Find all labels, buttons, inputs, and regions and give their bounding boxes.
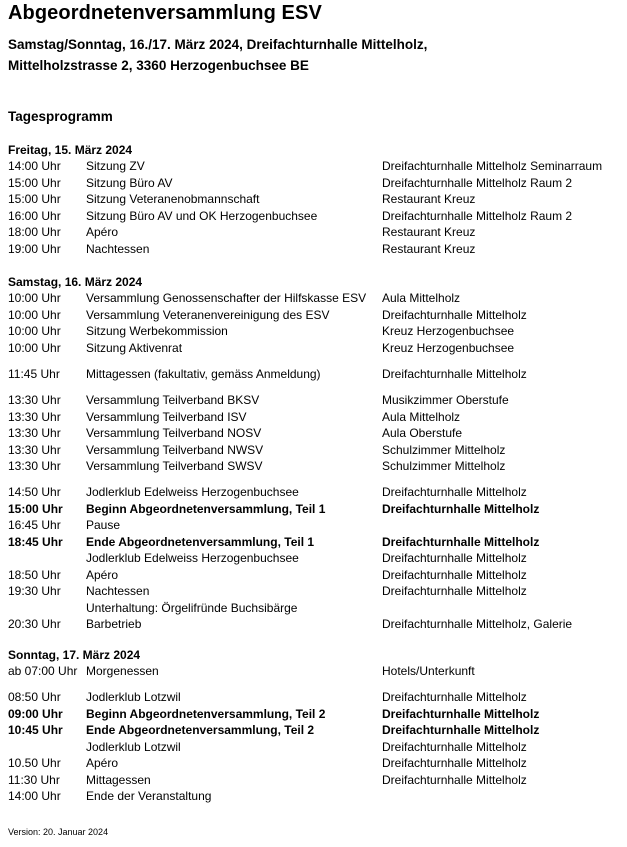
- schedule-row: [0, 442, 627, 458]
- row-place: Dreifachturnhalle Mittelholz: [382, 772, 527, 787]
- row-time: 08:50 Uhr: [8, 690, 61, 704]
- schedule-row: [0, 534, 627, 550]
- schedule-row: [0, 788, 627, 804]
- row-place: Dreifachturnhalle Mittelholz: [382, 706, 540, 721]
- row-event: Beginn Abgeordnetenversammlung, Teil 2: [86, 706, 326, 721]
- schedule-row: [0, 583, 627, 599]
- schedule-row: [0, 307, 627, 323]
- day-heading: Freitag, 15. März 2024: [8, 143, 133, 157]
- schedule-row: [0, 722, 627, 738]
- schedule-row: [0, 517, 627, 533]
- row-place: Musikzimmer Oberstufe: [382, 393, 509, 407]
- row-place: Dreifachturnhalle Mittelholz: [382, 723, 540, 737]
- schedule-row: [0, 409, 627, 425]
- row-time: 15:00 Uhr: [8, 192, 61, 206]
- row-event: Versammlung Genossenschafter der Hilfskasse ESV: [86, 291, 367, 305]
- row-event: Unterhaltung: Örgelifründe Buchsibärge: [86, 600, 298, 615]
- row-time: 13:30 Uhr: [8, 442, 61, 457]
- schedule-row: [0, 755, 627, 771]
- row-place: Restaurant Kreuz: [382, 225, 476, 239]
- row-event: Apéro: [86, 756, 119, 770]
- row-event: Sitzung Veteranenobmannschaft: [86, 192, 260, 206]
- schedule-row: [0, 366, 627, 382]
- day-heading: Samstag, 16. März 2024: [8, 275, 143, 289]
- row-event: Nachtessen: [86, 241, 150, 256]
- row-place: Aula Mittelholz: [382, 409, 461, 424]
- row-event: Mittagessen (fakultativ, gemäss Anmeldung): [86, 367, 321, 381]
- row-event: Jodlerklub Edelweiss Herzogenbuchsee: [86, 485, 299, 499]
- row-time: 16:45 Uhr: [8, 518, 61, 532]
- row-place: Aula Mittelholz: [382, 291, 461, 305]
- row-event: Pause: [86, 518, 121, 532]
- subtitle-line-1: Samstag/Sonntag, 16./17. März 2024, Dreifachturnhalle Mittelholz,: [8, 37, 428, 52]
- row-time: 16:00 Uhr: [8, 208, 61, 223]
- row-place: Dreifachturnhalle Mittelholz Seminarraum: [382, 159, 603, 173]
- row-time: 19:30 Uhr: [8, 584, 61, 598]
- row-event: Sitzung Büro AV und OK Herzogenbuchsee: [86, 208, 318, 223]
- row-time: 13:30 Uhr: [8, 393, 61, 407]
- row-place: Dreifachturnhalle Mittelholz: [382, 584, 527, 598]
- row-event: Sitzung Aktivenrat: [86, 340, 183, 355]
- row-time: 10:00 Uhr: [8, 324, 61, 338]
- row-event: Barbetrieb: [86, 617, 142, 631]
- row-place: Kreuz Herzogenbuchsee: [382, 340, 515, 355]
- schedule-row: [0, 663, 627, 679]
- row-place: Dreifachturnhalle Mittelholz Raum 2: [382, 175, 573, 190]
- row-place: Dreifachturnhalle Mittelholz: [382, 739, 527, 754]
- row-place: Dreifachturnhalle Mittelholz: [382, 485, 527, 499]
- row-event: Versammlung Teilverband ISV: [86, 409, 247, 424]
- row-event: Beginn Abgeordnetenversammlung, Teil 1: [86, 501, 326, 516]
- row-time: 14:00 Uhr: [8, 159, 61, 173]
- program-heading: Tagesprogramm: [8, 109, 113, 124]
- row-place: Restaurant Kreuz: [382, 192, 476, 206]
- schedule-row: [0, 323, 627, 339]
- schedule-row: [0, 458, 627, 474]
- row-time: 18:00 Uhr: [8, 225, 61, 239]
- row-time: 15:00 Uhr: [8, 501, 63, 516]
- schedule-row: [0, 600, 627, 616]
- row-place: Dreifachturnhalle Mittelholz: [382, 367, 527, 381]
- schedule-row: [0, 550, 627, 566]
- row-time: 18:45 Uhr: [8, 534, 63, 549]
- day-heading: Sonntag, 17. März 2024: [8, 648, 141, 662]
- row-place: Schulzimmer Mittelholz: [382, 442, 506, 457]
- row-event: Ende Abgeordnetenversammlung, Teil 2: [86, 723, 315, 737]
- row-time: 10:45 Uhr: [8, 723, 63, 737]
- row-time: 14:50 Uhr: [8, 485, 61, 499]
- row-time: 13:30 Uhr: [8, 426, 61, 440]
- row-place: Dreifachturnhalle Mittelholz: [382, 690, 527, 704]
- row-time: 09:00 Uhr: [8, 706, 63, 721]
- row-place: Kreuz Herzogenbuchsee: [382, 324, 515, 338]
- row-time: 11:30 Uhr: [8, 772, 60, 787]
- schedule-row: [0, 241, 627, 257]
- schedule-row: [0, 772, 627, 788]
- schedule-row: [0, 208, 627, 224]
- row-place: Dreifachturnhalle Mittelholz: [382, 501, 540, 516]
- row-event: Jodlerklub Lotzwil: [86, 739, 181, 754]
- row-place: Aula Oberstufe: [382, 426, 463, 440]
- schedule-row: [0, 175, 627, 191]
- row-place: Dreifachturnhalle Mittelholz: [382, 756, 527, 770]
- row-place: Dreifachturnhalle Mittelholz: [382, 551, 527, 565]
- row-event: Morgenessen: [86, 664, 159, 678]
- row-time: 13:30 Uhr: [8, 409, 61, 424]
- schedule-row: [0, 191, 627, 207]
- subtitle-line-2: Mittelholzstrasse 2, 3360 Herzogenbuchsee BE: [8, 58, 309, 73]
- schedule-row: [0, 706, 627, 722]
- row-time: 14:00 Uhr: [8, 789, 61, 803]
- row-place: Dreifachturnhalle Mittelholz: [382, 307, 527, 322]
- schedule-row: [0, 567, 627, 583]
- row-time: 15:00 Uhr: [8, 175, 61, 190]
- row-time: 18:50 Uhr: [8, 567, 61, 582]
- row-time: 19:00 Uhr: [8, 241, 61, 256]
- schedule-row: [0, 689, 627, 705]
- row-time: 20:30 Uhr: [8, 617, 61, 631]
- row-event: Jodlerklub Edelweiss Herzogenbuchsee: [86, 551, 299, 565]
- row-time: ab 07:00 Uhr: [8, 664, 78, 678]
- row-event: Sitzung Werbekommission: [86, 324, 228, 338]
- row-event: Versammlung Teilverband NOSV: [86, 426, 262, 440]
- row-place: Dreifachturnhalle Mittelholz, Galerie: [382, 617, 573, 631]
- schedule-row: [0, 484, 627, 500]
- row-event: Sitzung Büro AV: [86, 175, 173, 190]
- schedule-row: [0, 739, 627, 755]
- row-time: 10.50 Uhr: [8, 756, 61, 770]
- row-event: Versammlung Veteranenvereinigung des ESV: [86, 307, 330, 322]
- schedule-row: [0, 224, 627, 240]
- row-event: Versammlung Teilverband BKSV: [86, 393, 260, 407]
- row-event: Ende der Veranstaltung: [86, 789, 212, 803]
- row-event: Nachtessen: [86, 584, 150, 598]
- row-place: Hotels/Unterkunft: [382, 664, 475, 678]
- schedule-row: [0, 501, 627, 517]
- row-place: Dreifachturnhalle Mittelholz Raum 2: [382, 208, 573, 223]
- row-event: Sitzung ZV: [86, 159, 145, 173]
- document-title: Abgeordnetenversammlung ESV: [8, 2, 322, 24]
- schedule-row: [0, 290, 627, 306]
- schedule-row: [0, 392, 627, 408]
- row-event: Apéro: [86, 567, 119, 582]
- schedule-row: [0, 425, 627, 441]
- row-event: Versammlung Teilverband SWSV: [86, 459, 263, 473]
- schedule-row: [0, 158, 627, 174]
- row-event: Apéro: [86, 225, 119, 239]
- version-note: Version: 20. Januar 2024: [8, 827, 109, 837]
- row-event: Mittagessen: [86, 772, 151, 787]
- row-event: Versammlung Teilverband NWSV: [86, 442, 264, 457]
- row-time: 13:30 Uhr: [8, 459, 61, 473]
- schedule-row: [0, 340, 627, 356]
- row-time: 10:00 Uhr: [8, 340, 61, 355]
- row-place: Restaurant Kreuz: [382, 241, 476, 256]
- row-time: 11:45 Uhr: [8, 367, 60, 381]
- row-time: 10:00 Uhr: [8, 291, 61, 305]
- row-place: Dreifachturnhalle Mittelholz: [382, 567, 527, 582]
- row-time: 10:00 Uhr: [8, 307, 61, 322]
- schedule-row: [0, 616, 627, 632]
- row-place: Schulzimmer Mittelholz: [382, 459, 506, 473]
- row-event: Jodlerklub Lotzwil: [86, 690, 181, 704]
- row-place: Dreifachturnhalle Mittelholz: [382, 534, 540, 549]
- row-event: Ende Abgeordnetenversammlung, Teil 1: [86, 534, 315, 549]
